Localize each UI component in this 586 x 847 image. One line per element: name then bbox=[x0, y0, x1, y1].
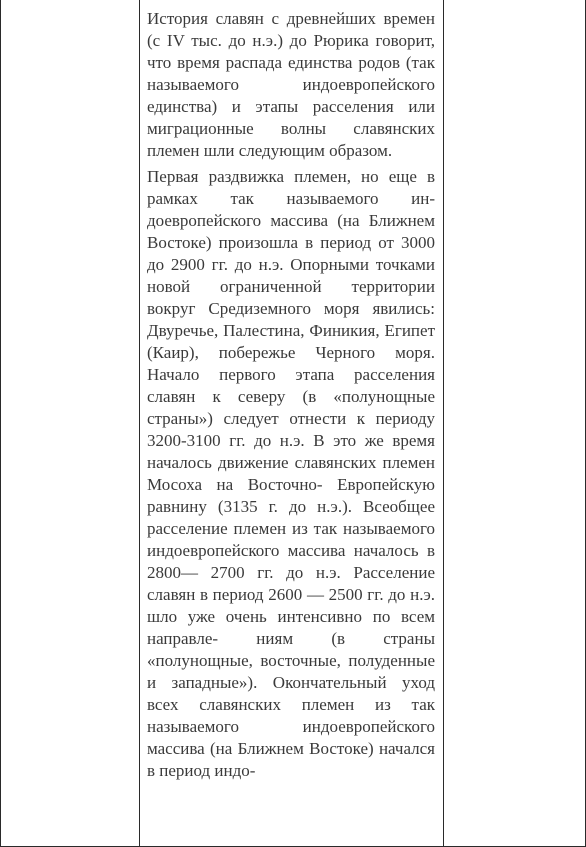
table-divider-1 bbox=[139, 0, 140, 847]
paragraph-2: Первая раздвижка племен, но еще в рамках так называемого ин- доевропейского массива (на Ближнем Востоке) произошла в период от 3000 до 2900 гг. до н.э. Опорными точками новой ограниченной территории вокруг Средиземного моря явились: Двуречье, Палестина, Финикия, Египет (Каир), побережье Черного моря. Начало первого этапа расселения славян к северу (в «полунощные страны») следует отнести к периоду 3200-3100 гг. до н.э. В это же время началось движение славянских племен Мосоха на Восточно- Европейскую равнину (3135 г. до н.э.). Всеобщее расселение племен из так называемого индоевропейского массива началось в 2800— 2700 гг. до н.э. Расселение славян в период 2600 — 2500 гг. до н.э. шло уже очень интенсивно по всем направле- ниям (в страны «полунощные, восточные, полуденные и западные»). Окончательный уход всех славянских племен из так называемого индоевропейского массива (на Ближнем Востоке) начался в период индо- bbox=[147, 167, 435, 780]
paragraph-1: История славян с древнейших времен (с IV тыс. до н.э.) до Рюрика говорит, что время распада единства родов (так называемого индоевропейского единства) и этапы расселения или миграционные волны славянских племен шли следующим образом. bbox=[147, 9, 435, 160]
table-cell-middle bbox=[147, 8, 435, 782]
table-cell-right bbox=[444, 0, 585, 846]
table-cell-left bbox=[1, 0, 139, 846]
